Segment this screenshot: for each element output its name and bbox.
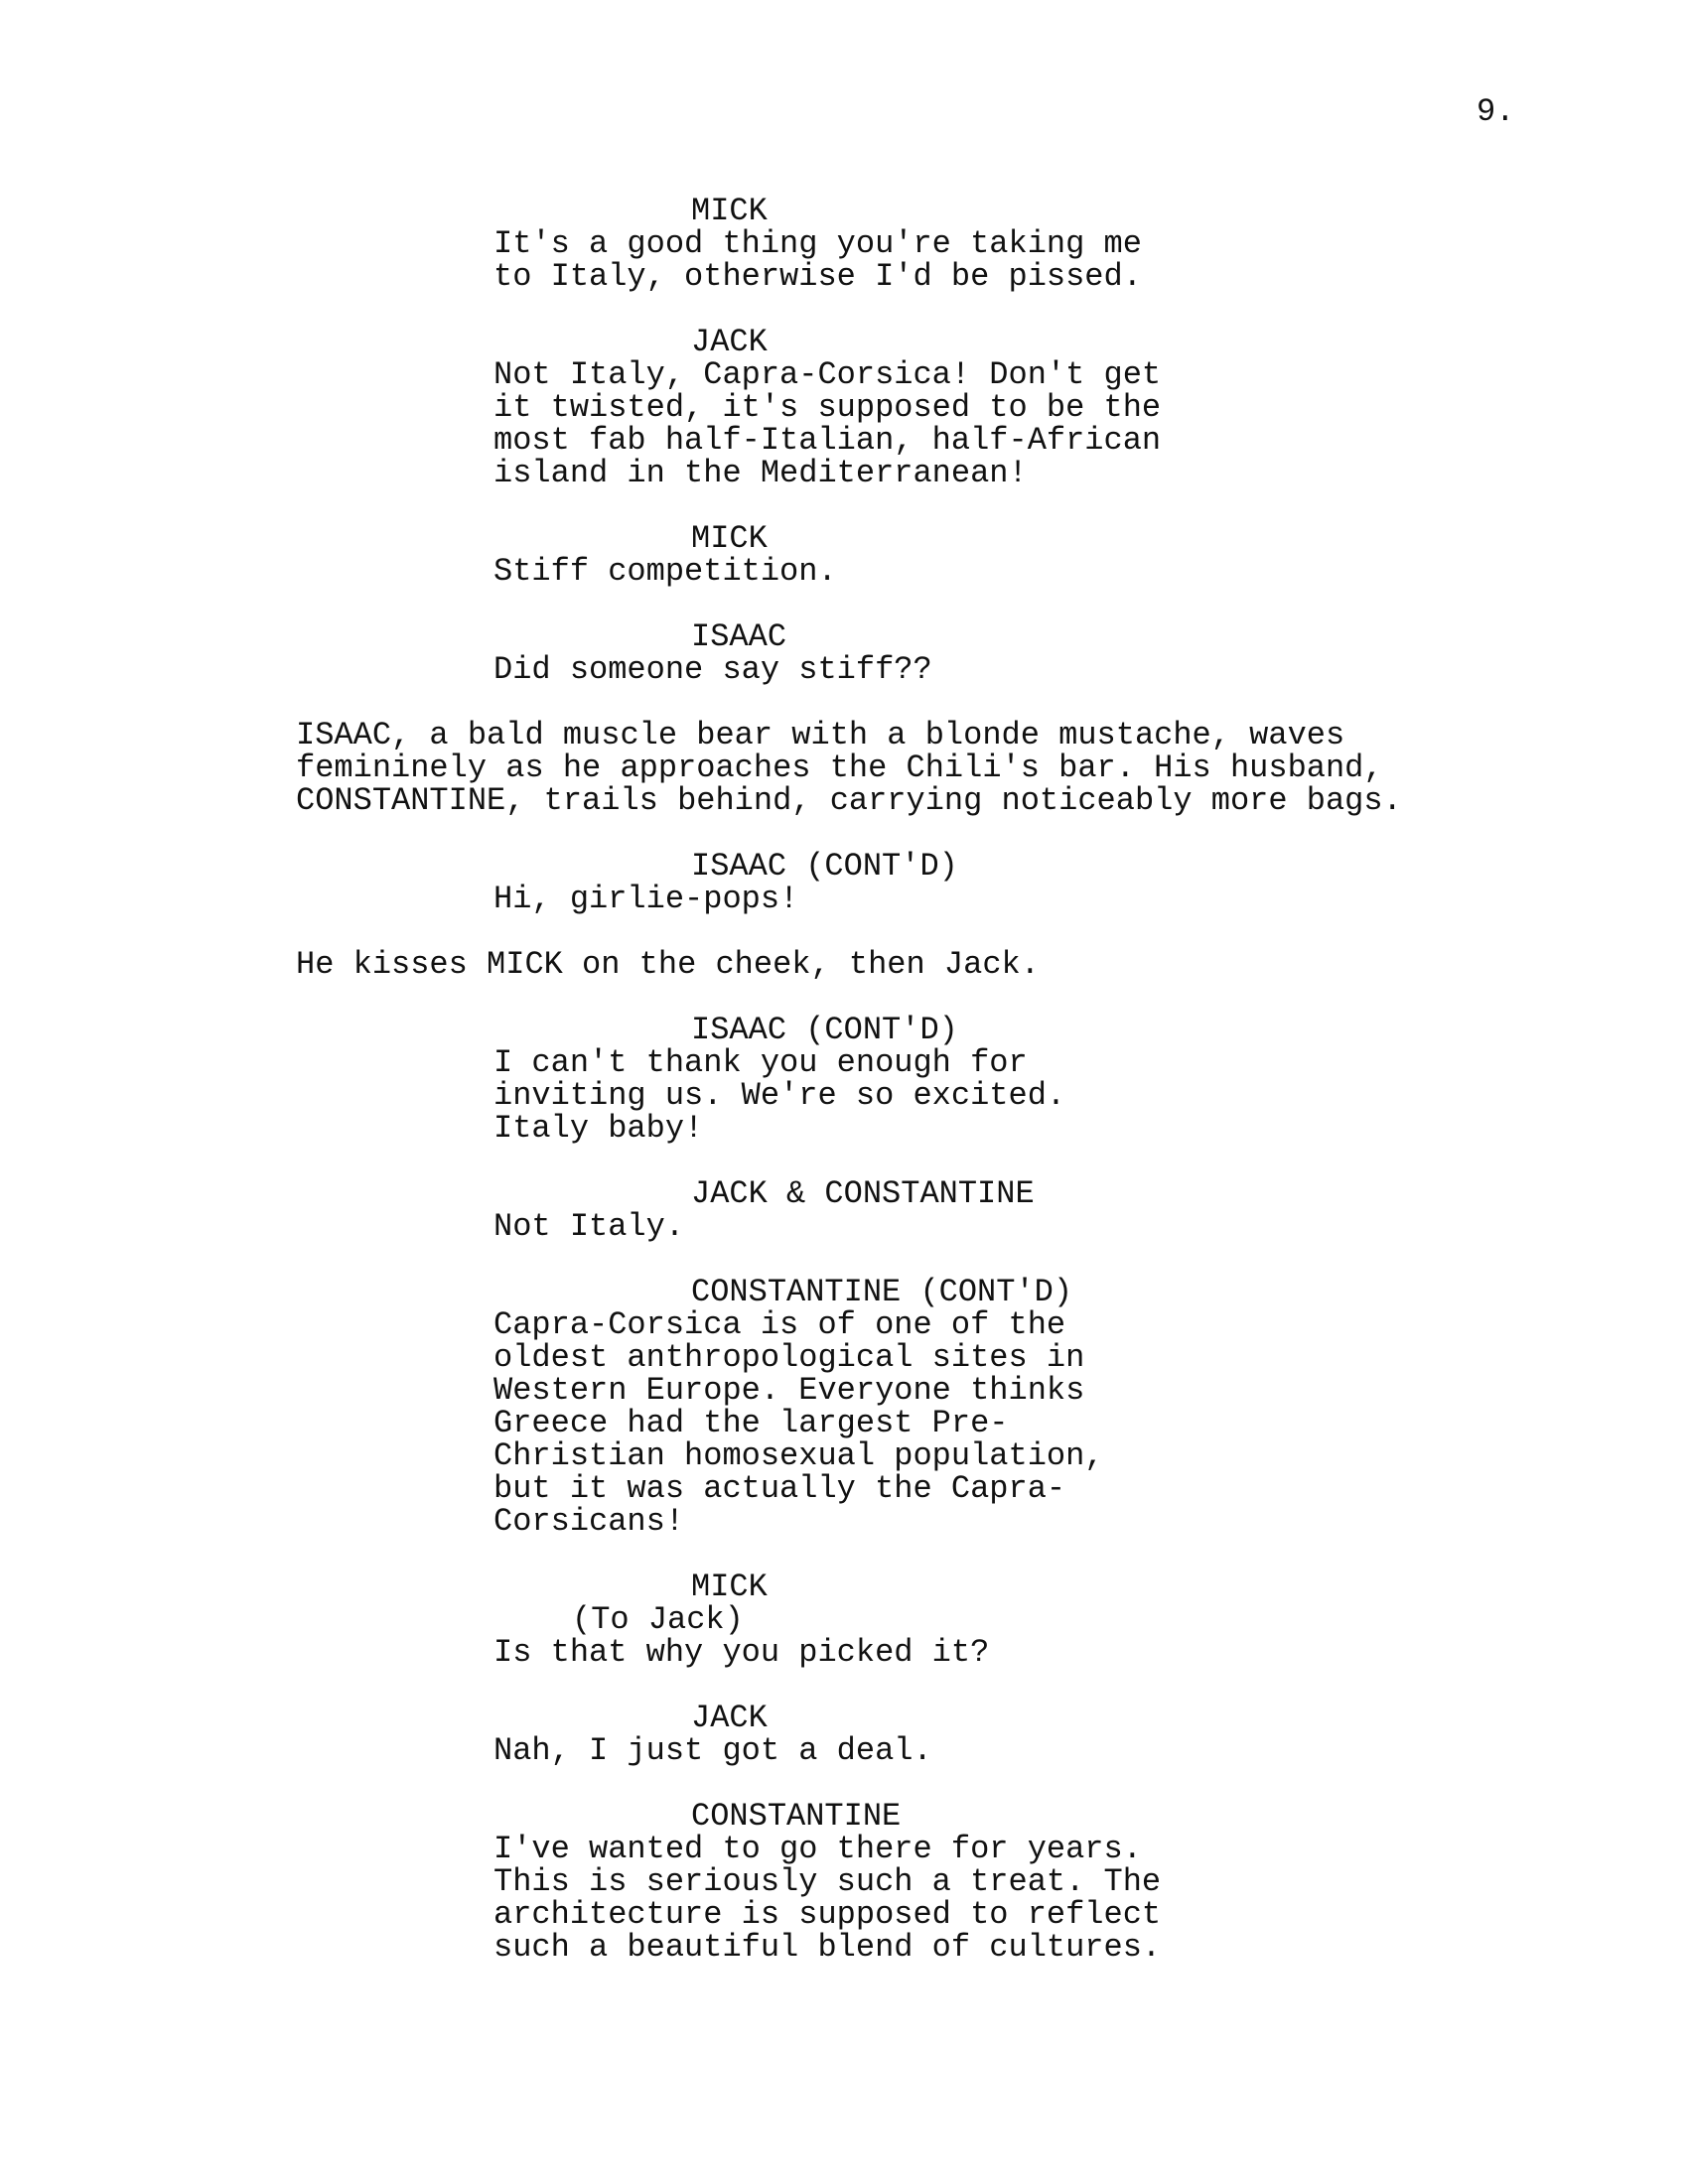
character-name: ISAAC (CONT'D) <box>691 848 958 885</box>
dialogue-block <box>0 1702 1688 1767</box>
action-line: femininely as he approaches the Chili's bar. His husband, <box>296 750 1383 786</box>
dialogue-line: Not Italy. <box>493 1208 685 1245</box>
character-name: ISAAC <box>691 618 787 655</box>
dialogue-line: Did someone say stiff?? <box>493 651 932 688</box>
dialogue-line: This is seriously such a treat. The <box>493 1863 1162 1900</box>
dialogue-line: island in the Mediterranean! <box>493 455 1028 491</box>
action-line: CONSTANTINE, trails behind, carrying noticeably more bags. <box>296 782 1402 819</box>
dialogue-line: Corsicans! <box>493 1503 685 1540</box>
page-number: 9. <box>1477 93 1515 130</box>
character-name: CONSTANTINE <box>691 1798 902 1835</box>
action-block <box>0 948 1688 981</box>
dialogue-line: Is that why you picked it? <box>493 1634 990 1671</box>
dialogue-line: Hi, girlie-pops! <box>493 881 799 917</box>
dialogue-line: such a beautiful blend of cultures. <box>493 1929 1162 1966</box>
dialogue-block <box>0 522 1688 588</box>
dialogue-line: I've wanted to go there for years. <box>493 1831 1142 1867</box>
dialogue-line: Greece had the largest Pre- <box>493 1405 1009 1441</box>
dialogue-line: Not Italy, Capra-Corsica! Don't get <box>493 356 1162 393</box>
dialogue-line: it twisted, it's supposed to be the <box>493 389 1162 426</box>
dialogue-line: I can't thank you enough for <box>493 1044 1028 1081</box>
dialogue-block <box>0 1276 1688 1538</box>
dialogue-block <box>0 1570 1688 1669</box>
dialogue-line: Christian homosexual population, <box>493 1437 1104 1474</box>
dialogue-line: Western Europe. Everyone thinks <box>493 1372 1085 1409</box>
dialogue-line: Italy baby! <box>493 1110 704 1147</box>
dialogue-block <box>0 850 1688 915</box>
character-name: JACK <box>691 1700 768 1736</box>
dialogue-line: most fab half-Italian, half-African <box>493 422 1162 459</box>
action-line: ISAAC, a bald muscle bear with a blonde mustache, waves <box>296 717 1345 753</box>
dialogue-line: Stiff competition. <box>493 553 837 590</box>
character-name: ISAAC (CONT'D) <box>691 1012 958 1048</box>
dialogue-block <box>0 326 1688 489</box>
dialogue-line: Nah, I just got a deal. <box>493 1732 932 1769</box>
action-block <box>0 719 1688 817</box>
character-name: CONSTANTINE (CONT'D) <box>691 1274 1073 1310</box>
dialogue-line: It's a good thing you're taking me <box>493 225 1142 262</box>
dialogue-block <box>0 1014 1688 1145</box>
dialogue-block <box>0 1177 1688 1243</box>
character-name: MICK <box>691 520 768 557</box>
dialogue-line: but it was actually the Capra- <box>493 1470 1066 1507</box>
character-name: JACK <box>691 324 768 360</box>
character-name: JACK & CONSTANTINE <box>691 1175 1035 1212</box>
dialogue-line: oldest anthropological sites in <box>493 1339 1085 1376</box>
dialogue-block <box>0 195 1688 293</box>
dialogue-line: architecture is supposed to reflect <box>493 1896 1162 1933</box>
dialogue-block <box>0 620 1688 686</box>
parenthetical: (To Jack) <box>572 1601 744 1638</box>
screenplay-body <box>0 195 1688 1996</box>
dialogue-block <box>0 1800 1688 1964</box>
dialogue-line: inviting us. We're so excited. <box>493 1077 1066 1114</box>
action-line: He kisses MICK on the cheek, then Jack. <box>296 946 1040 983</box>
character-name: MICK <box>691 1569 768 1605</box>
dialogue-line: Capra-Corsica is of one of the <box>493 1306 1066 1343</box>
dialogue-line: to Italy, otherwise I'd be pissed. <box>493 258 1142 295</box>
character-name: MICK <box>691 193 768 229</box>
